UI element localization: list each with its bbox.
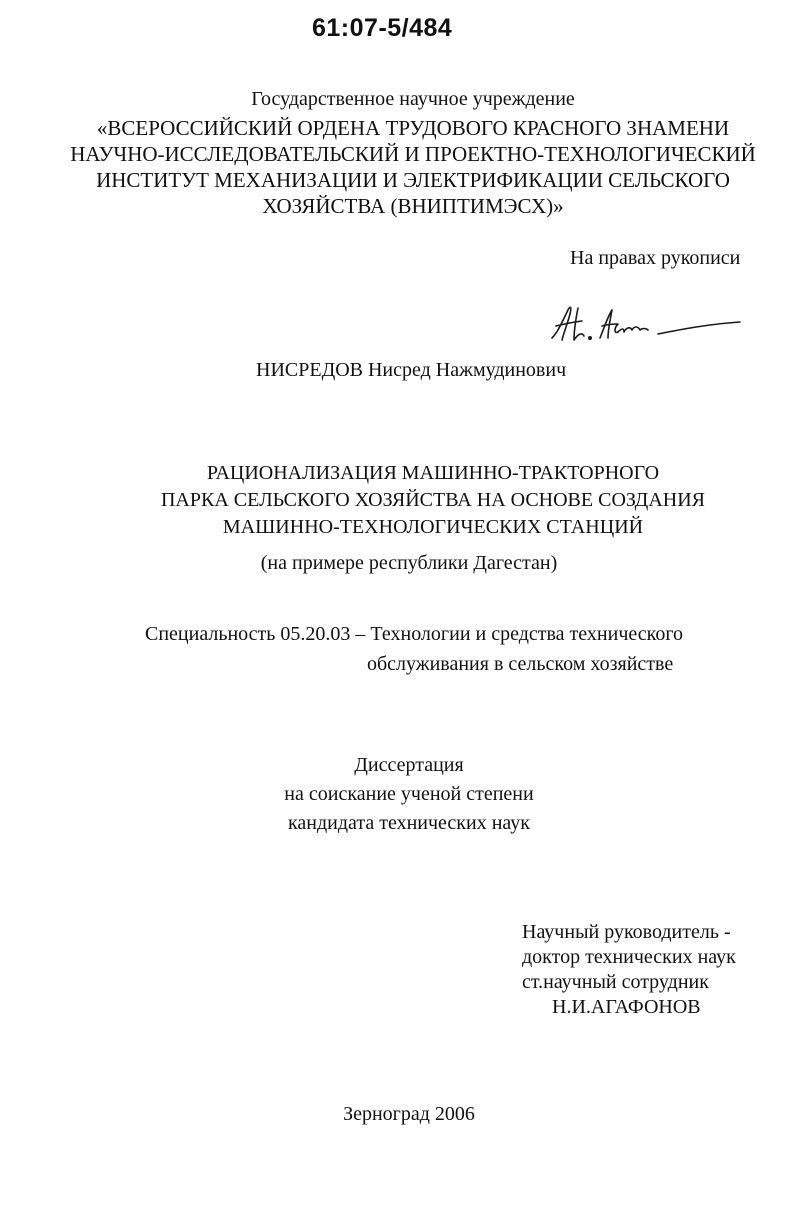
thesis-subtitle: (на примере республики Дагестан) — [260, 552, 558, 574]
supervisor-degree: доктор технических наук — [522, 946, 736, 968]
supervisor-block — [522, 920, 736, 1020]
thesis-title-line: МАШИННО-ТЕХНОЛОГИЧЕСКИХ СТАНЦИЙ — [222, 516, 644, 538]
author-name: НИСРЕДОВ Нисред Нажмудинович — [256, 359, 567, 381]
supervisor-rank: ст.научный сотрудник — [522, 971, 709, 993]
specialty-line-1: Специальность 05.20.03 – Технологии и средства технического — [145, 623, 684, 645]
institution-name-line: «ВСЕРОССИЙСКИЙ ОРДЕНА ТРУДОВОГО КРАСНОГО ЗНАМЕНИ — [96, 116, 730, 140]
thesis-title-line: РАЦИОНАЛИЗАЦИЯ МАШИННО-ТРАКТОРНОГО — [206, 462, 660, 484]
thesis-title-line: ПАРКА СЕЛЬСКОГО ХОЗЯЙСТВА НА ОСНОВЕ СОЗДАНИЯ — [160, 489, 705, 511]
thesis-title — [0, 460, 793, 541]
specialty-line-2: обслуживания в сельском хозяйстве — [367, 653, 674, 675]
institution-name-line: ИНСТИТУТ МЕХАНИЗАЦИИ И ЭЛЕКТРИФИКАЦИИ СЕЛЬСКОГО — [96, 168, 730, 192]
city-year: Зерноград 2006 — [343, 1103, 475, 1125]
institution-name-line: ХОЗЯЙСТВА (ВНИПТИМЭСХ)» — [262, 194, 564, 218]
dissertation-statement — [0, 751, 793, 838]
archive-code: 61:07-5/484 — [312, 14, 453, 42]
dissertation-line: кандидата технических наук — [287, 812, 531, 834]
institution-type: Государственное научное учреждение — [251, 88, 575, 110]
dissertation-line: на соискание ученой степени — [284, 783, 534, 805]
handwritten-signature — [548, 302, 744, 351]
supervisor-role: Научный руководитель - — [522, 921, 731, 943]
signature-icon — [548, 302, 744, 346]
manuscript-note: На правах рукописи — [570, 247, 741, 269]
institution-name-line: НАУЧНО-ИССЛЕДОВАТЕЛЬСКИЙ И ПРОЕКТНО-ТЕХНОЛОГИЧЕСКИЙ — [70, 142, 756, 166]
institution-name — [0, 115, 793, 219]
dissertation-line: Диссертация — [354, 754, 464, 776]
supervisor-name: Н.И.АГАФОНОВ — [552, 996, 701, 1018]
